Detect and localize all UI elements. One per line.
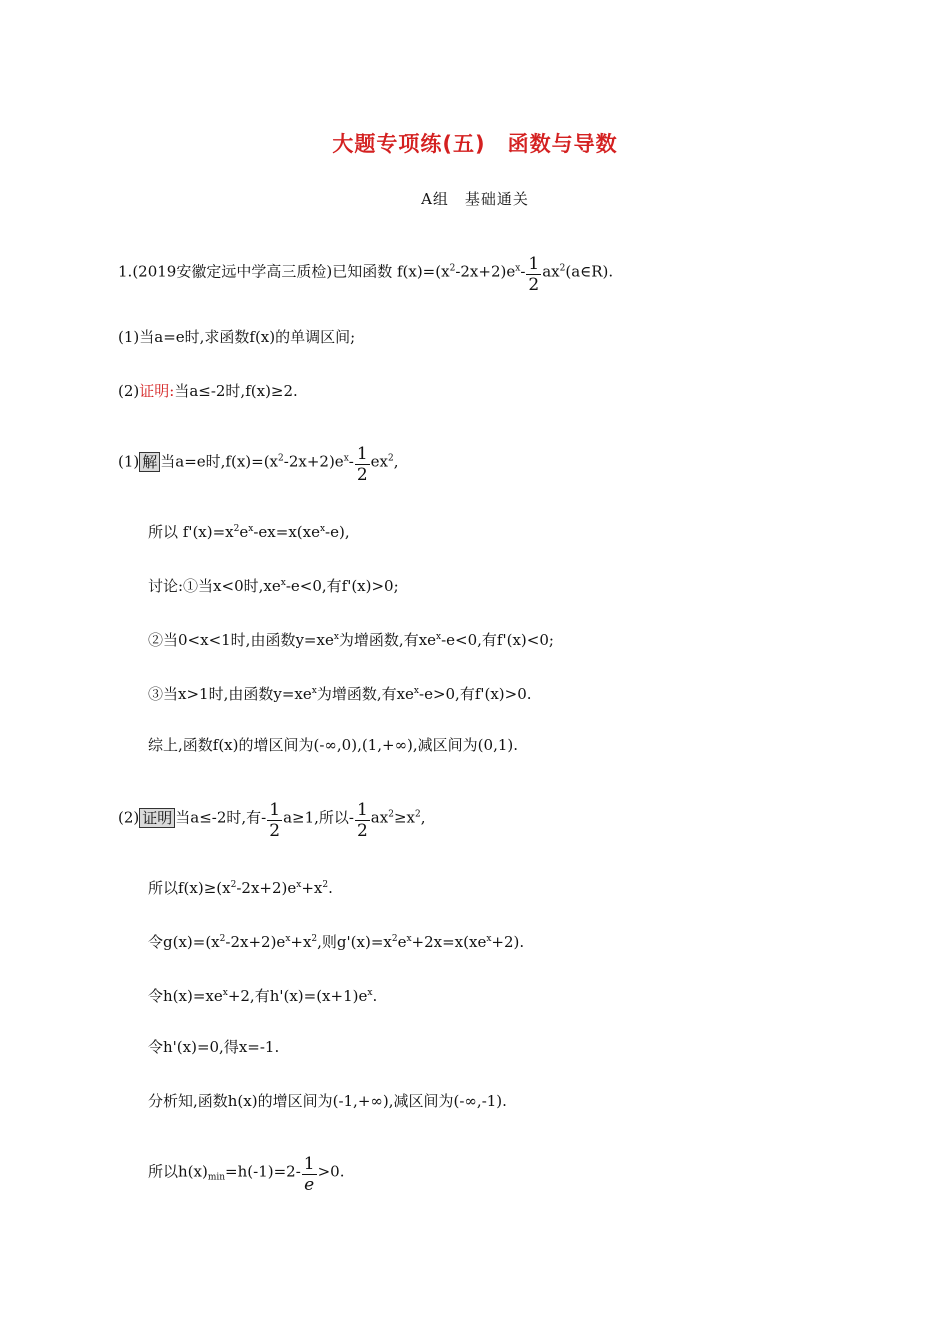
group-heading — [0, 188, 950, 209]
solution-line: 令$g(x)=(x^2-2x+2)e^x+x^2$,则$g'(x)=x^2e^x+2x=x(xe^x+2)$. — [148, 933, 525, 951]
solution-line: 讨论:①当x<0时$,xe^x-e<0$,有f'(x)>0; — [148, 577, 399, 595]
page-title — [0, 128, 950, 158]
part-1-question: (1)当a=e时,求函数f(x)的单调区间; — [118, 328, 356, 346]
fraction-one-half: $\frac{1}{2}$ — [356, 444, 368, 485]
solution-1-start: (1) 解 当a=e时$,f(x)=(x^2-2x+2)e^x-$ $\frac{1}{2}$ $ex^2$, — [118, 444, 399, 485]
solution-line: ③当x>1时,由函数$y=xe^x$为增函数,有$xe^x-e>0$,有f'(x)>0. — [148, 685, 532, 703]
proof-label: 证明: — [139, 382, 175, 400]
problem-number: 1. — [118, 262, 133, 281]
group-name: 基础通关 — [464, 190, 529, 208]
fraction-one-half: $\frac{1}{2}$ — [356, 800, 368, 841]
problem-source: (2019安徽定远中学高三质检) — [132, 262, 333, 281]
solution-line: 令$h(x)=xe^x+2$,有$h'(x)=(x+1)e^x$. — [148, 987, 378, 1005]
problem-stem: 1.(2019安徽定远中学高三质检)已知函数 $f(x)=(x^2-2x+2)e^x-$ $\frac{1}{2}$ $ax^2(a\in R)$. — [118, 254, 614, 295]
proof-box-label: 证明 — [139, 808, 175, 828]
title-topic: 函数与导数 — [507, 132, 618, 156]
solution-line: ②当0<x<1时,由函数$y=xe^x$为增函数,有$xe^x-e<0$,有f'(x)<0; — [148, 631, 554, 649]
solution-line: 令h'(x)=0,得x=-1. — [148, 1038, 280, 1056]
group-label: A组 — [421, 190, 449, 208]
fraction-one-half: $\frac{1}{2}$ — [528, 254, 540, 295]
fraction-one-over-e: $\frac{1}{e}$ — [303, 1154, 315, 1195]
solution-line: 所以$h(x)_{min}=h(-1)=2-$ $\frac{1}{e}$ >0. — [148, 1154, 345, 1195]
solution-line: 所以$f(x)\ge(x^2-2x+2)e^x+x^2$. — [148, 879, 333, 897]
title-main: 大题专项练(五) — [332, 132, 486, 156]
part-2-question: (2)证明:当a≤-2时,f(x)≥2. — [118, 382, 298, 400]
solution-line: 综上,函数f(x)的增区间为(-∞,0),(1,+∞),减区间为(0,1). — [148, 736, 519, 754]
solution-line: 分析知,函数h(x)的增区间为(-1,+∞),减区间为(-∞,-1). — [148, 1092, 507, 1110]
fraction-one-half: $\frac{1}{2}$ — [269, 800, 281, 841]
solution-2-start: (2) 证明 当a≤-2时,有- $\frac{1}{2}$ a≥1,所以- $\frac{1}{2}$ $ax^2\ge x^2$, — [118, 800, 426, 841]
solution-line: 所以 $f'(x)=x^2e^x-ex=x(xe^x-e)$, — [148, 523, 350, 541]
solution-box-label: 解 — [139, 452, 160, 472]
